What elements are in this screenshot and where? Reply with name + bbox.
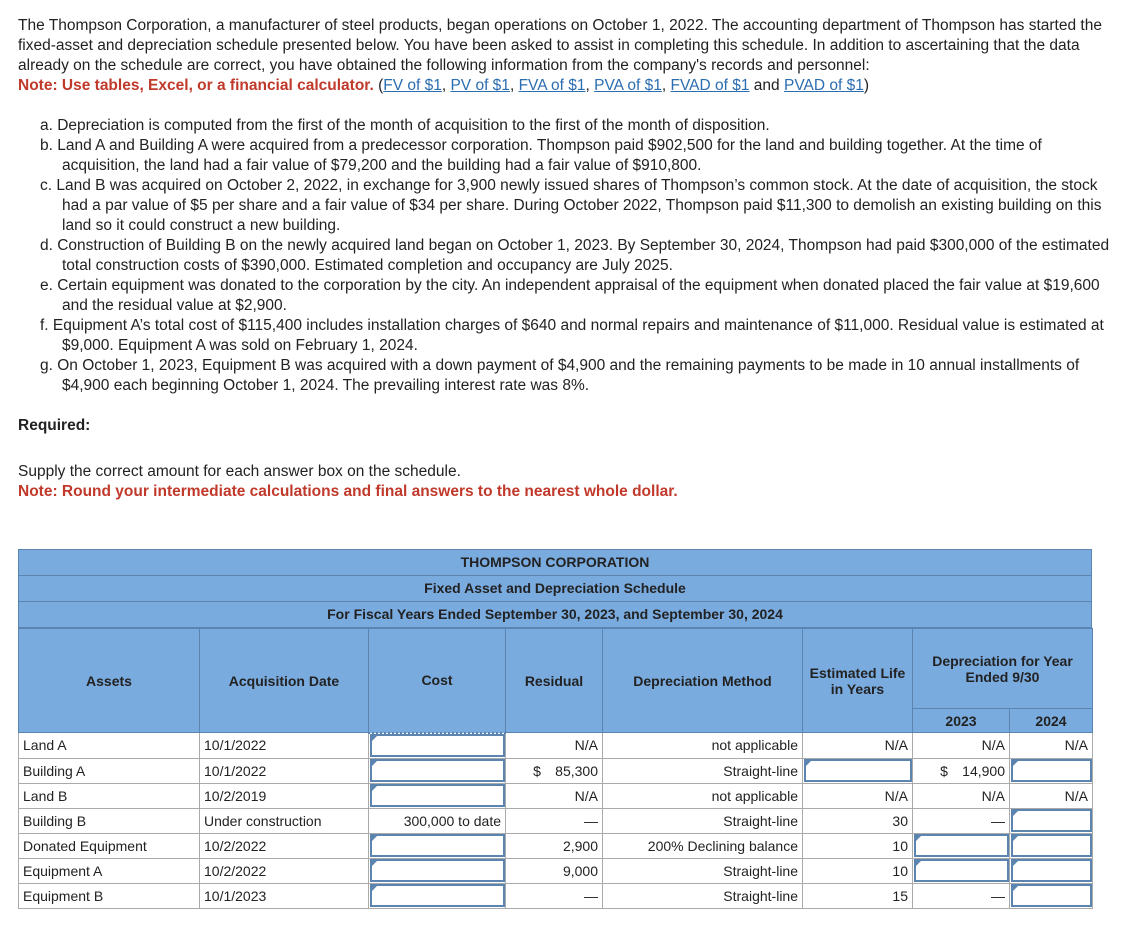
acq-date: 10/2/2022 — [200, 833, 369, 858]
required-heading: Required: — [18, 417, 91, 434]
acq-date: 10/1/2022 — [200, 758, 369, 783]
schedule-title: THOMPSON CORPORATION — [19, 550, 1091, 576]
col-assets: Assets — [19, 629, 200, 733]
info-item-a: a. Depreciation is computed from the first of the month of acquisition to the first of the month of disposition. — [40, 117, 770, 134]
asset-name: Equipment B — [19, 883, 200, 908]
info-list — [40, 116, 1111, 396]
asset-name: Donated Equipment — [19, 833, 200, 858]
link-fvad[interactable]: FVAD of $1 — [670, 77, 750, 94]
row-land-a — [19, 733, 1093, 759]
problem-intro: The Thompson Corporation, a manufacturer of steel products, began operations on October 1, 2022. The accounting department of Thompson has started the fixed-asset and depreciation schedule presented below. You have been asked to assist in completing this schedule. In addition to ascertaining that the data already on the schedule are correct, you have obtained the following information from the company's records and personnel: — [18, 17, 1102, 74]
dep-2023-input-donated-equipment[interactable] — [913, 833, 1010, 858]
dep-2023-input-equipment-a[interactable] — [913, 858, 1010, 883]
asset-name: Land A — [19, 733, 200, 759]
dep-2023: N/A — [913, 783, 1010, 808]
life: 10 — [803, 858, 913, 883]
info-item-b: b. Land A and Building A were acquired from a predecessor corporation. Thompson paid $902,500 for the land and building together. At the time of acquisition, the land had a fair value of $79,200 and the building had a fair value of $910,800. — [40, 137, 1042, 174]
residual: — — [506, 808, 603, 833]
dep-2024: N/A — [1010, 733, 1093, 759]
life: N/A — [803, 733, 913, 759]
dep-2024: N/A — [1010, 783, 1093, 808]
rounding-note: Note: Round your intermediate calculations and final answers to the nearest whole dollar. — [18, 483, 678, 500]
dep-2024-input-building-a[interactable] — [1010, 758, 1093, 783]
col-acquisition-date: Acquisition Date — [200, 629, 369, 733]
link-pv[interactable]: PV of $1 — [450, 77, 510, 94]
method: not applicable — [603, 783, 803, 808]
schedule-period: For Fiscal Years Ended September 30, 2023, and September 30, 2024 — [19, 602, 1091, 628]
note-label: Note: Use tables, Excel, or a financial calculator. — [18, 77, 374, 94]
asset-name: Land B — [19, 783, 200, 808]
acq-date: 10/2/2022 — [200, 858, 369, 883]
method: Straight-line — [603, 808, 803, 833]
info-item-f: f. Equipment A’s total cost of $115,400 includes installation charges of $640 and normal repairs and maintenance of $11,000. Residual value is estimated at $9,000. Equipment A was sold on February 1, 2024. — [40, 317, 1104, 354]
schedule-subtitle: Fixed Asset and Depreciation Schedule — [19, 576, 1091, 602]
life: 30 — [803, 808, 913, 833]
life: N/A — [803, 783, 913, 808]
residual: $ 85,300 — [506, 758, 603, 783]
col-cost: Cost — [369, 629, 506, 733]
cost-input-equipment-b[interactable] — [369, 883, 506, 908]
dollar-sign: $ — [940, 762, 948, 779]
cost-input-land-a[interactable] — [369, 733, 506, 759]
info-item-g: g. On October 1, 2023, Equipment B was acquired with a down payment of $4,900 and the remaining payments to be made in 10 annual installments of $4,900 each beginning October 1, 2024. The prevailing interest rate was 8%. — [40, 357, 1080, 394]
method: Straight-line — [603, 858, 803, 883]
info-item-e: e. Certain equipment was donated to the corporation by the city. An independent appraisal of the equipment when donated placed the fair value at $19,600 and the residual value at $2,900. — [40, 277, 1100, 314]
dep-2023: — — [913, 883, 1010, 908]
life: 15 — [803, 883, 913, 908]
cost-input-land-b[interactable] — [369, 783, 506, 808]
residual: N/A — [506, 783, 603, 808]
dep-2024-input-building-b[interactable] — [1010, 808, 1093, 833]
row-equipment-b — [19, 883, 1093, 908]
link-pva[interactable]: PVA of $1 — [594, 77, 662, 94]
residual: — — [506, 883, 603, 908]
col-2024: 2024 — [1010, 709, 1093, 733]
residual: 9,000 — [506, 858, 603, 883]
asset-name: Building A — [19, 758, 200, 783]
col-depreciation: Depreciation for Year Ended 9/30 — [913, 629, 1093, 709]
life-input-building-a[interactable] — [803, 758, 913, 783]
dep-2023: N/A — [913, 733, 1010, 759]
residual: 2,900 — [506, 833, 603, 858]
col-life: Estimated Life in Years — [803, 629, 913, 733]
asset-name: Building B — [19, 808, 200, 833]
method: Straight-line — [603, 883, 803, 908]
method: Straight-line — [603, 758, 803, 783]
asset-name: Equipment A — [19, 858, 200, 883]
acq-date: 10/2/2019 — [200, 783, 369, 808]
method: not applicable — [603, 733, 803, 759]
col-2023: 2023 — [913, 709, 1010, 733]
row-building-a — [19, 758, 1093, 783]
cost-input-building-a[interactable] — [369, 758, 506, 783]
info-item-c: c. Land B was acquired on October 2, 2022, in exchange for 3,900 newly issued shares of Thompson’s common stock. At the date of acquisition, the stock had a par value of $5 per share and a fair value of $34 per share. During October 2022, Thompson paid $11,300 to demolish an existing building on this land so it could construct a new building. — [40, 177, 1102, 234]
link-pvad[interactable]: PVAD of $1 — [783, 77, 864, 94]
info-item-d: d. Construction of Building B on the newly acquired land began on October 1, 2023. By September 30, 2024, Thompson had paid $300,000 of the estimated total construction costs of $390,000. Estimated completion and occupancy are July 2025. — [40, 237, 1110, 274]
dollar-sign: $ — [533, 762, 541, 779]
residual: N/A — [506, 733, 603, 759]
supply-instruction: Supply the correct amount for each answer box on the schedule. — [18, 463, 461, 480]
row-donated-equipment — [19, 833, 1093, 858]
row-building-b — [19, 808, 1093, 833]
row-land-b — [19, 783, 1093, 808]
cost-input-equipment-a[interactable] — [369, 858, 506, 883]
dep-2023: — — [913, 808, 1010, 833]
link-fva[interactable]: FVA of $1 — [518, 77, 586, 94]
schedule-table — [18, 549, 1092, 909]
col-residual: Residual — [506, 629, 603, 733]
acq-date: 10/1/2023 — [200, 883, 369, 908]
cost: 300,000 to date — [369, 808, 506, 833]
dep-2024-input-donated-equipment[interactable] — [1010, 833, 1093, 858]
row-equipment-a — [19, 858, 1093, 883]
life: 10 — [803, 833, 913, 858]
col-method: Depreciation Method — [603, 629, 803, 733]
dep-2024-input-equipment-a[interactable] — [1010, 858, 1093, 883]
acq-date: 10/1/2022 — [200, 733, 369, 759]
dep-2024-input-equipment-b[interactable] — [1010, 883, 1093, 908]
method: 200% Declining balance — [603, 833, 803, 858]
acq-date: Under construction — [200, 808, 369, 833]
link-fv[interactable]: FV of $1 — [383, 77, 442, 94]
dep-2023: $ 14,900 — [913, 758, 1010, 783]
cost-input-donated-equipment[interactable] — [369, 833, 506, 858]
